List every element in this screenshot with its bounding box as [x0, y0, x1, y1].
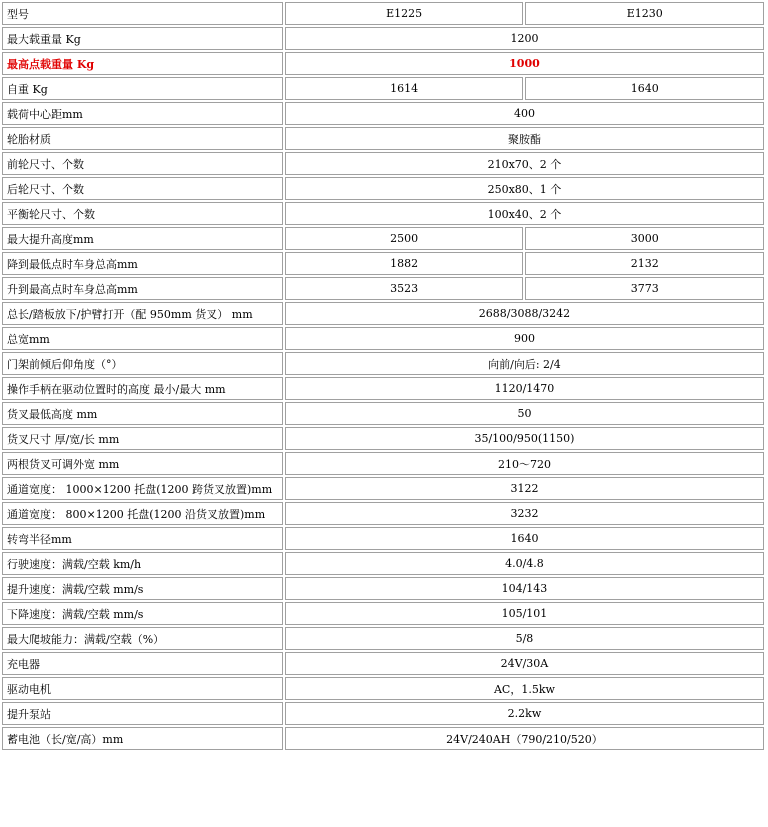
model-e1225: E1225: [285, 2, 524, 25]
spec-label: 提升泵站: [2, 702, 283, 725]
spec-row: [2, 177, 764, 200]
spec-row: [2, 402, 764, 425]
spec-table-body: [2, 2, 764, 750]
spec-value: 210～720: [285, 452, 764, 475]
spec-label: 最大载重量 Kg: [2, 27, 283, 50]
spec-row: [2, 277, 764, 300]
spec-row: [2, 602, 764, 625]
spec-row: [2, 327, 764, 350]
spec-value: 向前/向后: 2/4: [285, 352, 764, 375]
spec-value: 2132: [525, 252, 764, 275]
spec-value: 1000: [285, 52, 764, 75]
spec-label: 通道宽度： 1000×1200 托盘(1200 跨货叉放置)mm: [2, 477, 283, 500]
spec-row: [2, 102, 764, 125]
spec-value: 1640: [525, 77, 764, 100]
spec-row: [2, 652, 764, 675]
spec-label: 降到最低点时车身总高mm: [2, 252, 283, 275]
spec-value: 2500: [285, 227, 524, 250]
spec-label: 轮胎材质: [2, 127, 283, 150]
spec-row: [2, 52, 764, 75]
spec-value: 1614: [285, 77, 524, 100]
spec-label: 最高点载重量 Kg: [2, 52, 283, 75]
spec-row: [2, 152, 764, 175]
spec-label: 下降速度：满载/空载 mm/s: [2, 602, 283, 625]
spec-row: [2, 677, 764, 700]
spec-value: 35/100/950(1150): [285, 427, 764, 450]
spec-label: 最大爬坡能力：满载/空载（%）: [2, 627, 283, 650]
spec-label: 行驶速度：满载/空载 km/h: [2, 552, 283, 575]
spec-row: [2, 227, 764, 250]
spec-row: [2, 627, 764, 650]
model-e1230: E1230: [525, 2, 764, 25]
spec-row: [2, 377, 764, 400]
spec-label: 两根货叉可调外宽 mm: [2, 452, 283, 475]
spec-row: [2, 452, 764, 475]
spec-row: [2, 502, 764, 525]
spec-value: 105/101: [285, 602, 764, 625]
spec-value: 1882: [285, 252, 524, 275]
spec-value: 24V/30A: [285, 652, 764, 675]
spec-label: 总长/踏板放下/护臂打开（配 950mm 货叉） mm: [2, 302, 283, 325]
spec-value: AC，1.5kw: [285, 677, 764, 700]
spec-label: 驱动电机: [2, 677, 283, 700]
spec-label: 自重 Kg: [2, 77, 283, 100]
spec-value: 1640: [285, 527, 764, 550]
spec-value: 2688/3088/3242: [285, 302, 764, 325]
spec-row: [2, 702, 764, 725]
spec-value: 104/143: [285, 577, 764, 600]
spec-value: 50: [285, 402, 764, 425]
spec-label: 载荷中心距mm: [2, 102, 283, 125]
spec-value: 2.2kw: [285, 702, 764, 725]
spec-label: 通道宽度： 800×1200 托盘(1200 沿货叉放置)mm: [2, 502, 283, 525]
spec-label: 操作手柄在驱动位置时的高度 最小/最大 mm: [2, 377, 283, 400]
spec-value: 聚胺酯: [285, 127, 764, 150]
spec-value: 3000: [525, 227, 764, 250]
spec-value: 24V/240AH（790/210/520）: [285, 727, 764, 750]
spec-value: 4.0/4.8: [285, 552, 764, 575]
spec-value: 210x70、2 个: [285, 152, 764, 175]
spec-value: 250x80、1 个: [285, 177, 764, 200]
spec-row: [2, 427, 764, 450]
spec-row: [2, 302, 764, 325]
spec-row: [2, 252, 764, 275]
spec-row: [2, 527, 764, 550]
spec-label: 门架前倾后仰角度（°）: [2, 352, 283, 375]
spec-value: 5/8: [285, 627, 764, 650]
spec-row: [2, 477, 764, 500]
spec-label: 最大提升高度mm: [2, 227, 283, 250]
spec-label: 前轮尺寸、个数: [2, 152, 283, 175]
spec-row: [2, 27, 764, 50]
spec-value: 3773: [525, 277, 764, 300]
spec-value: 3523: [285, 277, 524, 300]
spec-row: [2, 77, 764, 100]
spec-value: 1120/1470: [285, 377, 764, 400]
spec-row: [2, 727, 764, 750]
spec-label: 货叉最低高度 mm: [2, 402, 283, 425]
spec-value: 1200: [285, 27, 764, 50]
spec-value: 3122: [285, 477, 764, 500]
spec-row: [2, 352, 764, 375]
spec-label: 蓄电池（长/宽/高）mm: [2, 727, 283, 750]
spec-row: [2, 127, 764, 150]
header-row: [2, 2, 764, 25]
spec-label: 提升速度：满载/空载 mm/s: [2, 577, 283, 600]
spec-label: 货叉尺寸 厚/宽/长 mm: [2, 427, 283, 450]
spec-label: 总宽mm: [2, 327, 283, 350]
spec-row: [2, 577, 764, 600]
spec-label: 转弯半径mm: [2, 527, 283, 550]
spec-value: 400: [285, 102, 764, 125]
spec-label: 平衡轮尺寸、个数: [2, 202, 283, 225]
spec-row: [2, 552, 764, 575]
spec-value: 100x40、2 个: [285, 202, 764, 225]
spec-label: 后轮尺寸、个数: [2, 177, 283, 200]
header-label: 型号: [2, 2, 283, 25]
spec-row: [2, 202, 764, 225]
spec-label: 充电器: [2, 652, 283, 675]
spec-value: 900: [285, 327, 764, 350]
spec-label: 升到最高点时车身总高mm: [2, 277, 283, 300]
spec-value: 3232: [285, 502, 764, 525]
